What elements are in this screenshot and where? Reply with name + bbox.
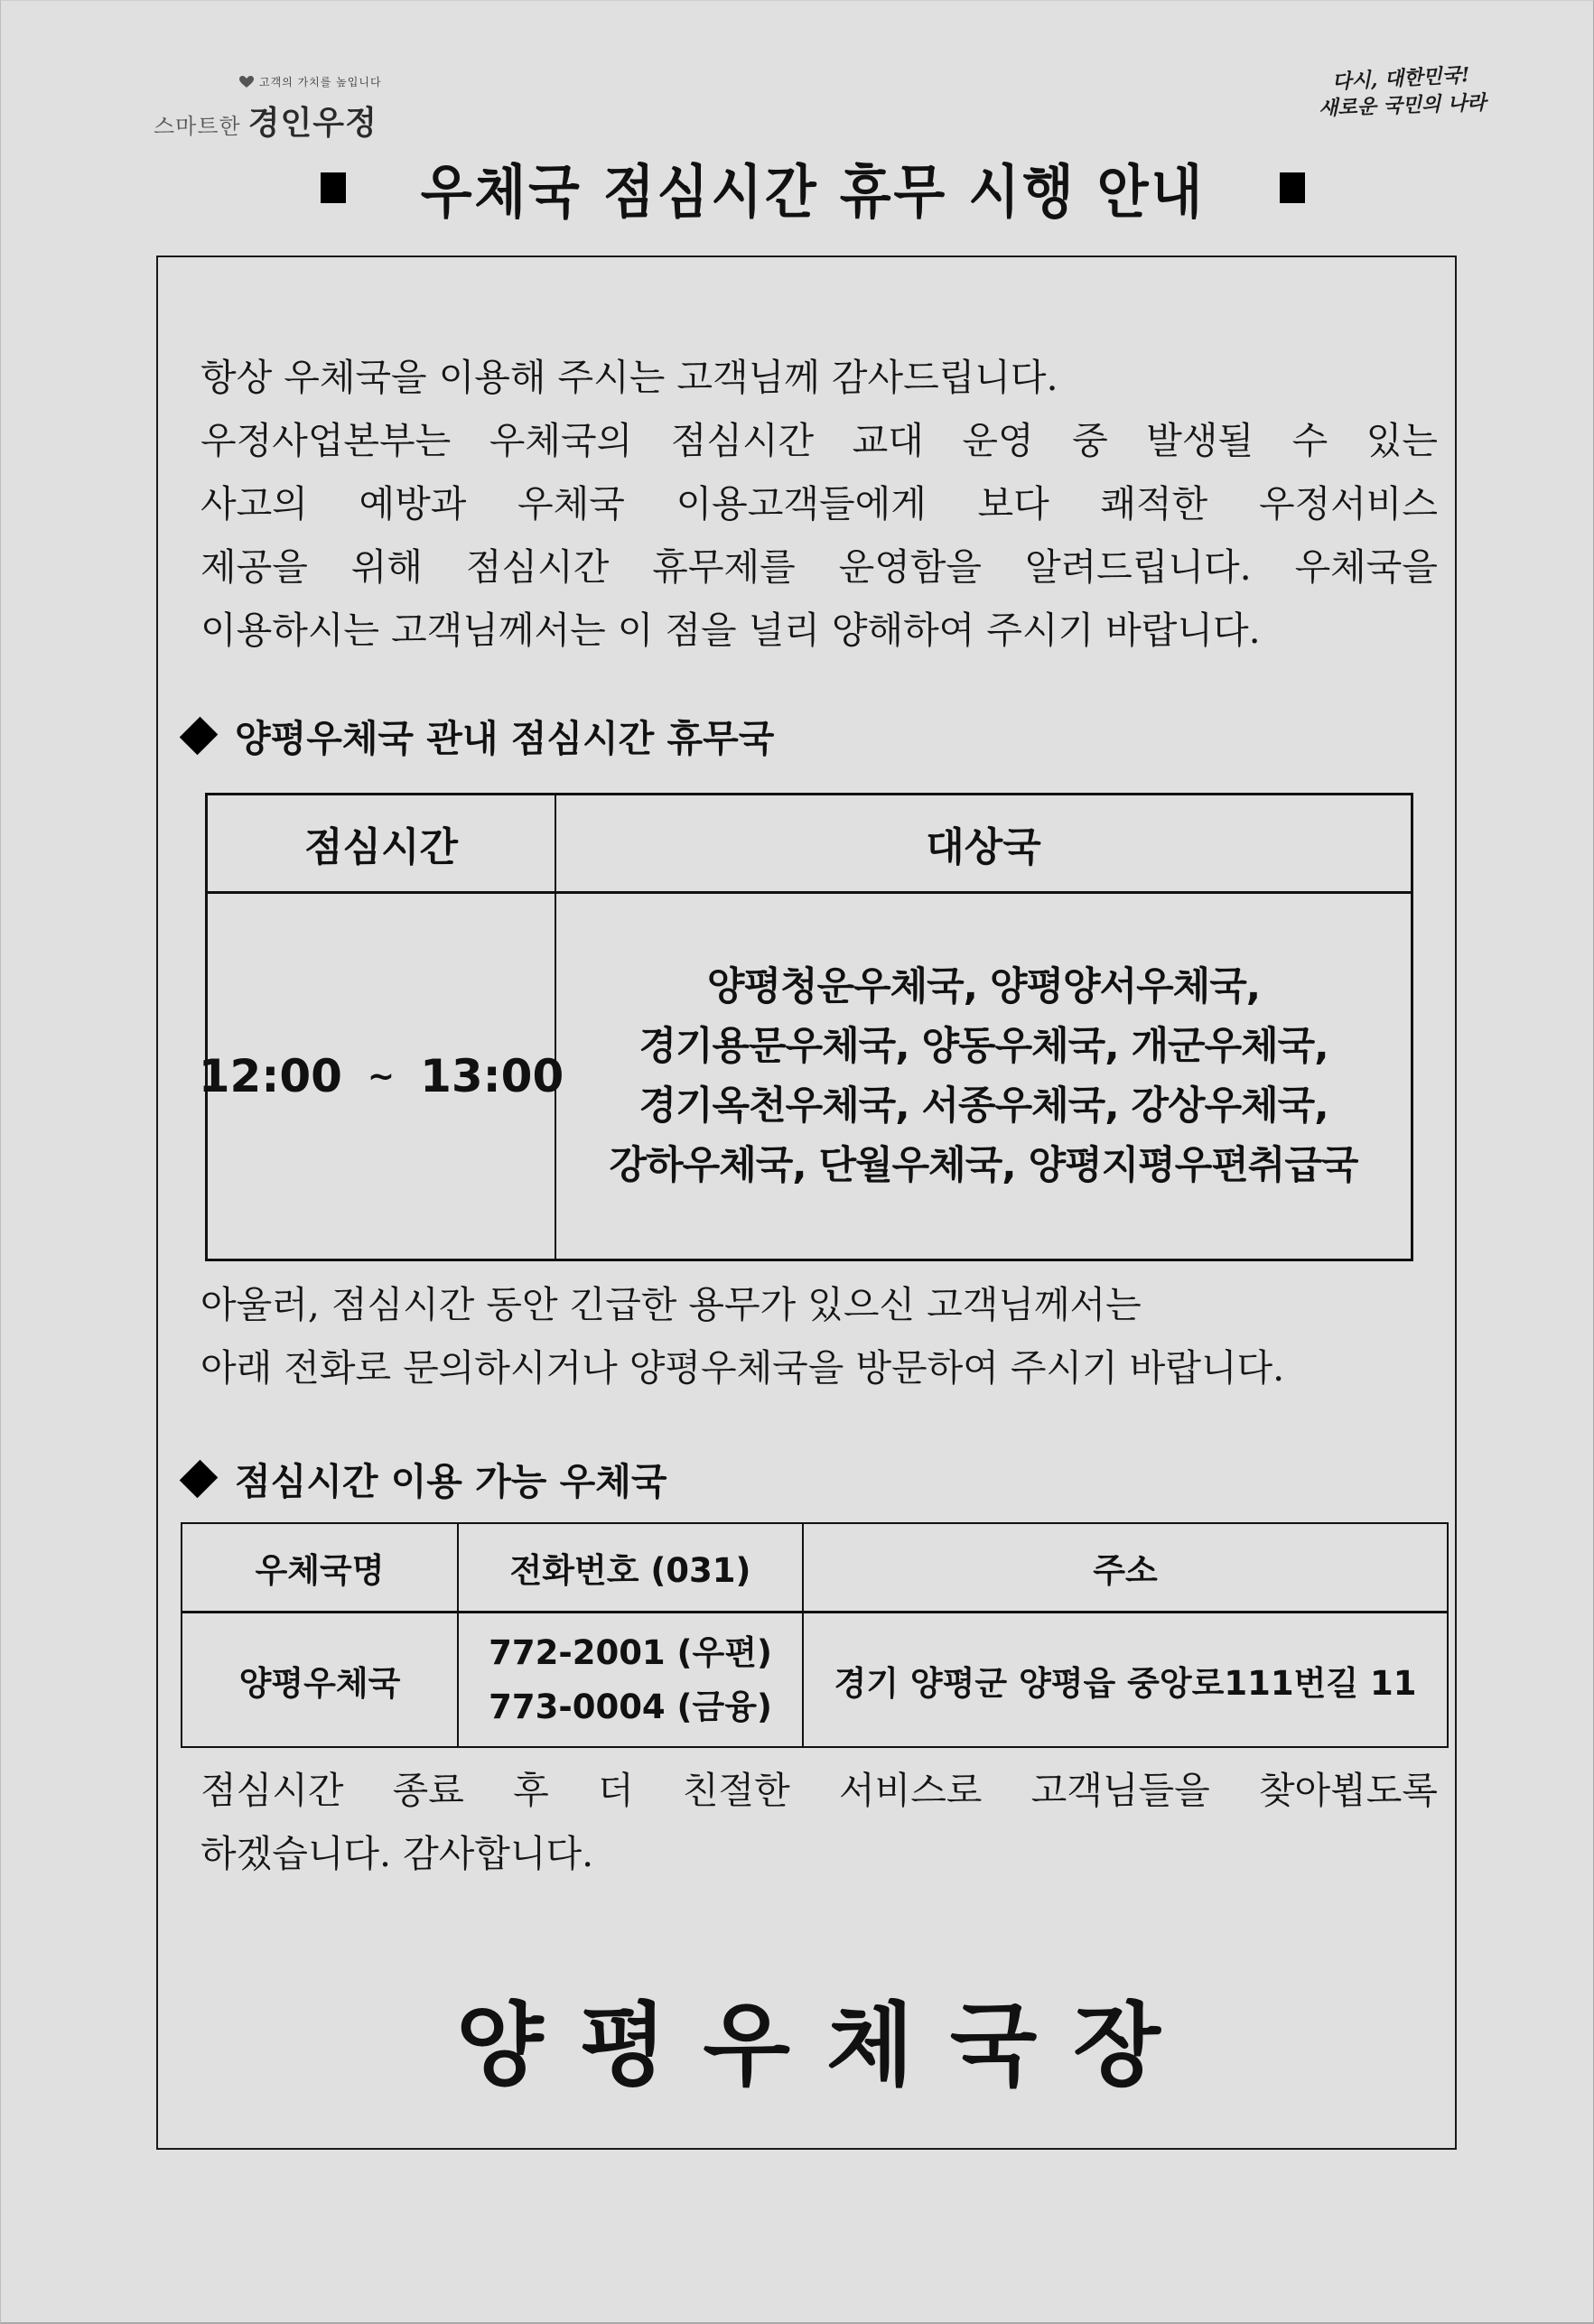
closing-paragraph bbox=[200, 1759, 1438, 1822]
time-end: 13:00 bbox=[420, 1050, 564, 1102]
time-separator: ~ bbox=[367, 1057, 396, 1095]
intro-paragraph-body bbox=[200, 409, 1438, 599]
middle-line: 아래 전화로 문의하시거나 양평우체국을 방문하여 주시기 바랍니다. bbox=[200, 1346, 1285, 1390]
signature-char: 양 bbox=[456, 1993, 544, 2098]
signature-char: 체 bbox=[826, 1993, 914, 2098]
middle-line: 아울러, 점심시간 동안 긴급한 용무가 있으신 고객님께서는 bbox=[200, 1283, 1142, 1326]
section-heading-open-offices bbox=[179, 1452, 667, 1505]
signature-char: 장 bbox=[1073, 1993, 1161, 2098]
heart-icon bbox=[239, 76, 254, 88]
phone-finance: 773-0004 (금융) bbox=[489, 1687, 772, 1726]
office-address-cell: 경기 양평군 양평읍 중앙로111번길 11 bbox=[834, 1663, 1417, 1703]
logo-slogan-row bbox=[239, 74, 382, 89]
closing-paragraph-last bbox=[200, 1822, 593, 1885]
phone-postal: 772-2001 (우편) bbox=[489, 1632, 772, 1672]
logo-sub-text: 스마트한 bbox=[154, 114, 241, 139]
office-line: 경기용문우체국, 양동우체국, 개군우체국, bbox=[639, 1024, 1328, 1069]
page-title-text: 우체국 점심시간 휴무 시행 안내 bbox=[420, 159, 1206, 227]
office-line: 경기옥천우체국, 서종우체국, 강상우체국, bbox=[639, 1083, 1328, 1129]
table-header-lunch-time: 점심시간 bbox=[303, 824, 458, 870]
section-heading-closed-offices bbox=[179, 709, 774, 762]
logo-main-row bbox=[154, 98, 378, 144]
office-line: 강하우체국, 단월우체국, 양평지평우편취급국 bbox=[609, 1143, 1358, 1188]
black-square-icon bbox=[321, 172, 346, 203]
diamond-bullet-icon bbox=[180, 716, 219, 755]
middle-paragraph bbox=[200, 1273, 1284, 1399]
logo-brand-text: 경인우정 bbox=[247, 105, 378, 142]
intro-line: 우정사업본부는 우체국의 점심시간 교대 운영 중 발생될 수 있는 bbox=[200, 419, 1438, 462]
page-title bbox=[321, 153, 1305, 227]
target-offices-list bbox=[556, 894, 1411, 1259]
calligraphy-slogan bbox=[1319, 63, 1499, 126]
calligraphy-line-1: 다시, 대한민국! bbox=[1331, 63, 1471, 94]
office-phone-cell bbox=[459, 1613, 802, 1746]
closing-line: 하겠습니다. 감사합니다. bbox=[200, 1832, 594, 1875]
intro-line: 사고의 예방과 우체국 이용고객들에게 보다 쾌적한 우정서비스 bbox=[200, 482, 1438, 525]
closing-line: 점심시간 종료 후 더 친절한 서비스로 고객님들을 찾아뵙도록 bbox=[200, 1769, 1438, 1812]
lunch-time-range bbox=[198, 894, 564, 1259]
table-header-target-offices: 대상국 bbox=[926, 824, 1041, 870]
office-name-cell: 양평우체국 bbox=[238, 1663, 401, 1703]
logo-slogan: 고객의 가치를 높입니다 bbox=[259, 76, 382, 88]
section-heading-text: 점심시간 이용 가능 우체국 bbox=[235, 1460, 667, 1503]
black-square-icon bbox=[1280, 172, 1305, 203]
table-header-address: 주소 bbox=[1093, 1551, 1158, 1590]
office-line: 양평청운우체국, 양평양서우체국, bbox=[706, 964, 1261, 1009]
section-heading-text: 양평우체국 관내 점심시간 휴무국 bbox=[235, 717, 775, 760]
time-start: 12:00 bbox=[198, 1050, 342, 1102]
diamond-bullet-icon bbox=[180, 1459, 219, 1498]
signature-postmaster bbox=[456, 1973, 1161, 2103]
calligraphy-line-2: 새로운 국민의 나라 bbox=[1318, 90, 1487, 121]
closed-offices-table bbox=[198, 793, 1413, 1261]
signature-char: 평 bbox=[579, 1993, 667, 2098]
signature-char: 우 bbox=[703, 1993, 790, 2098]
intro-line: 이용하시는 고객님께서는 이 점을 널리 양해하여 주시기 바랍니다. bbox=[200, 609, 1261, 652]
logo-gyeongin-post bbox=[154, 61, 415, 143]
intro-paragraph-last bbox=[200, 599, 1261, 662]
intro-line: 제공을 위해 점심시간 휴무제를 운영함을 알려드립니다. 우체국을 bbox=[200, 545, 1438, 589]
signature-char: 국 bbox=[949, 1993, 1038, 2098]
open-offices-table bbox=[181, 1522, 1449, 1748]
table-header-office-name: 우체국명 bbox=[255, 1551, 385, 1590]
intro-paragraph bbox=[200, 346, 1058, 409]
intro-line: 항상 우체국을 이용해 주시는 고객님께 감사드립니다. bbox=[200, 356, 1058, 399]
table-header-phone: 전화번호 (031) bbox=[509, 1551, 751, 1590]
